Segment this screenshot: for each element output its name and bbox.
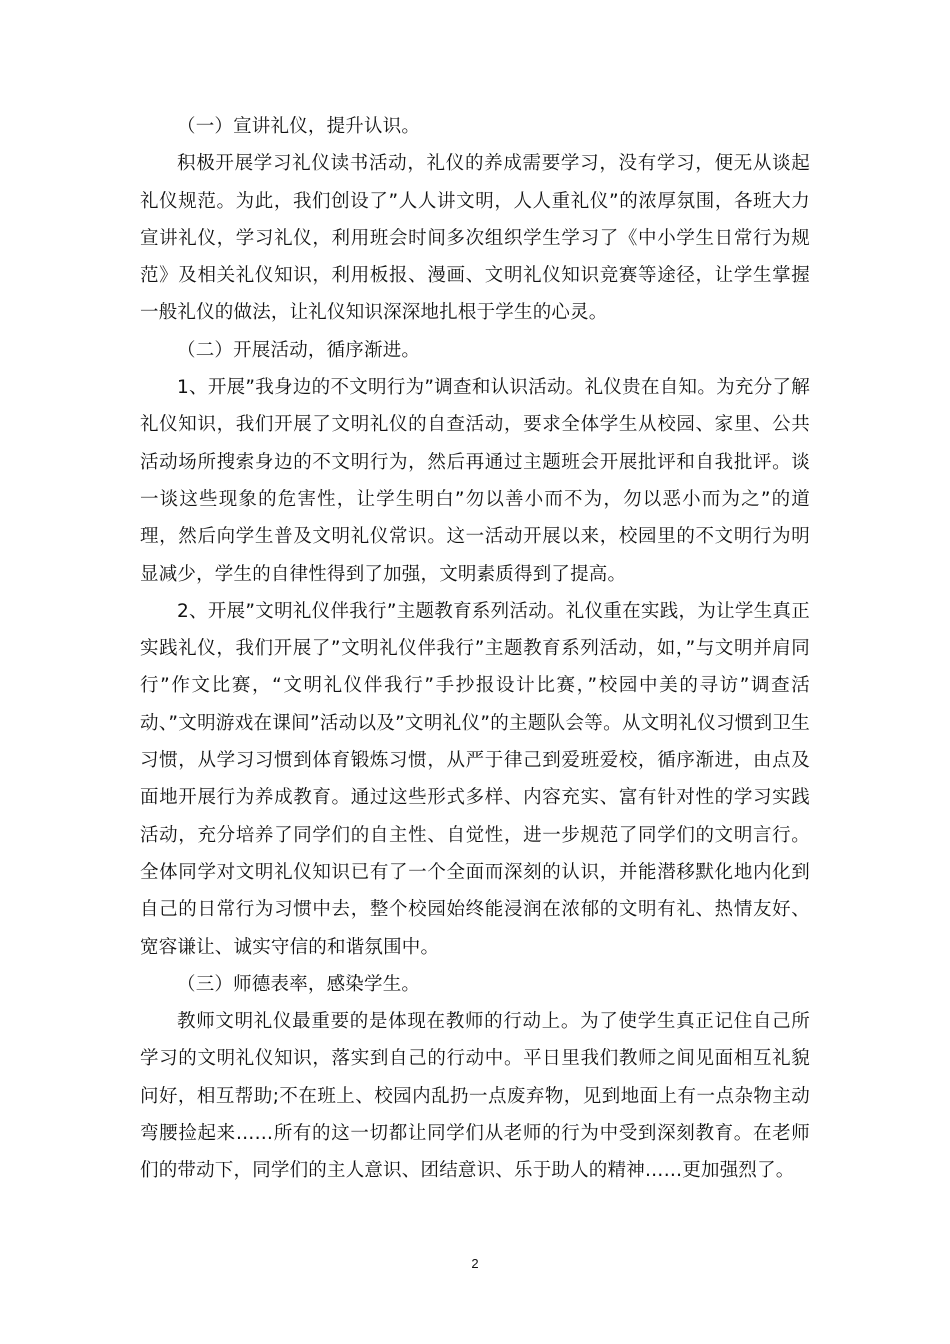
paragraph-theme-education: 2、开展”文明礼仪伴我行”主题教育系列活动。礼仪重在实践，为让学生真正实践礼仪，我们开展了”文明礼仪伴我行”主题教育系列活动，如，”与文明并肩同行”作文比赛，“文明礼仪伴我行”手抄报设计比赛，”校园中美的寻访”调查活动、”文明游戏在课间”活动以及”文明礼仪”的主题队会等。从文明礼仪习惯到卫生习惯，从学习习惯到体育锻炼习惯，从严于律己到爱班爱校，循序渐进，由点及面地开展行为养成教育。通过这些形式多样、内容充实、富有针对性的学习实践活动，充分培养了同学们的自主性、自觉性，进一步规范了同学们的文明言行。全体同学对文明礼仪知识已有了一个全面而深刻的认识，并能潜移默化地内化到自己的日常行为习惯中去，整个校园始终能浸润在浓郁的文明有礼、热情友好、宽容谦让、诚实守信的和谐氛围中。 xyxy=(140,600,810,958)
section-heading-3: （三）师德表率，感染学生。 xyxy=(177,973,421,995)
document-body xyxy=(140,108,810,1190)
section-heading-1: （一）宣讲礼仪，提升认识。 xyxy=(177,116,421,137)
page-number: 2 xyxy=(471,1256,479,1271)
paragraph-teacher-example: 教师文明礼仪最重要的是体现在教师的行动上。为了使学生真正记住自己所学习的文明礼仪知识，落实到自己的行动中。平日里我们教师之间见面相互礼貌问好，相互帮助;不在班上、校园内乱扔一点废弃物，见到地面上有一点杂物主动弯腰捡起来……所有的这一切都让同学们从老师的行为中受到深刻教育。在老师们的带动下，同学们的主人意识、团结意识、乐于助人的精神……更加强烈了。 xyxy=(140,1011,810,1182)
section-heading-2: （二）开展活动，循序渐进。 xyxy=(177,339,421,361)
paragraph-survey-activity: 1、开展”我身边的不文明行为”调查和认识活动。礼仪贵在自知。为充分了解礼仪知识，我们开展了文明礼仪的自查活动，要求全体学生从校园、家里、公共活动场所搜索身边的不文明行为，然后再通过主题班会开展批评和自我批评。谈一谈这些现象的危害性，让学生明白”勿以善小而不为，勿以恶小而为之”的道理，然后向学生普及文明礼仪常识。这一活动开展以来，校园里的不文明行为明显减少，学生的自律性得到了加强，文明素质得到了提高。 xyxy=(140,377,810,585)
paragraph-reading-activity: 积极开展学习礼仪读书活动，礼仪的养成需要学习，没有学习，便无从谈起礼仪规范。为此，我们创设了”人人讲文明，人人重礼仪”的浓厚氛围，各班大力宣讲礼仪，学习礼仪，利用班会时间多次组织学生学习了《中小学生日常行为规范》及相关礼仪知识，利用板报、漫画、文明礼仪知识竞赛等途径，让学生掌握一般礼仪的做法，让礼仪知识深深地扎根于学生的心灵。 xyxy=(140,153,810,324)
